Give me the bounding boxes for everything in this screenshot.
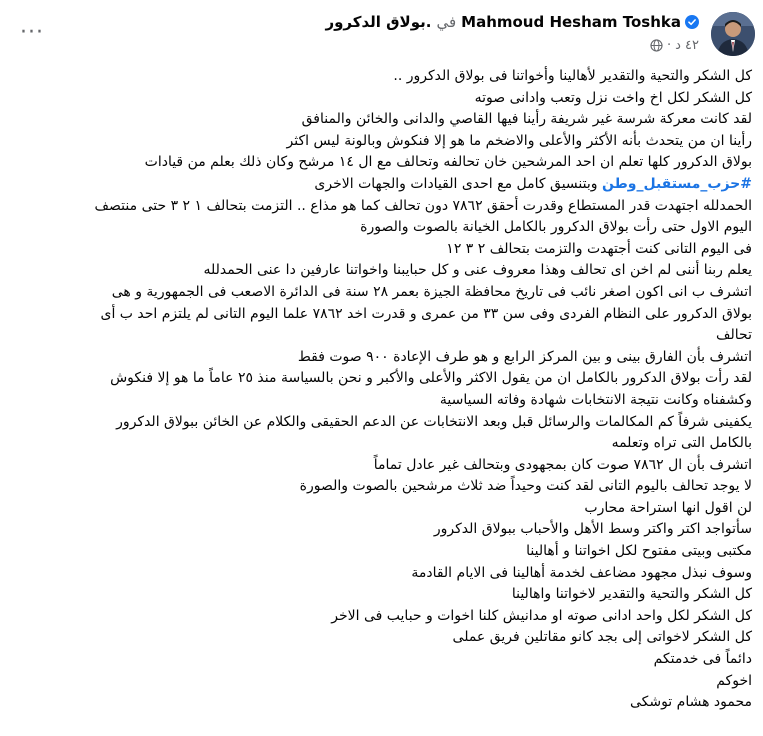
post-line: اليوم الاول حتى رأت بولاق الدكرور بالكامل الخيانة بالصوت والصورة [360,219,752,236]
post-line: تحالف [716,327,752,344]
post-line: لا يوجد تحالف باليوم التانى لقد كنت وحيداً ضد ثلاث مرشحين بالصوت والصورة [299,478,752,495]
post-title-line [325,12,699,32]
post-line: لقد رأت بولاق الدكرور بالكامل ان من يقول الاكثر والأعلى والأكبر و نحن بالسياسة منذ ٢٥ عاماً ما هو إلا فنكوش [110,370,752,387]
author-name-link[interactable]: Mahmoud Hesham Toshka [461,13,681,31]
post-line: لن اقول انها استراحة محارب [584,499,752,516]
post-line: سأتواجد اكتر واكتر وسط الأهل والأحباب ببولاق الدكرور [433,521,752,538]
post-header-text [325,12,699,53]
post-line: الحمدلله اجتهدت قدر المستطاع وقدرت أحقق ٧٨٦٢ دون تحالف كما هو مذاع .. التزمت بتحالف ١ ٢ ٣ حتى منتصف [94,197,752,214]
post-line: وكشفناه وكانت نتيجة الانتخابات شهادة وفاته السياسية [439,391,752,408]
post-line-with-hashtag [8,174,752,196]
post-line: بالكامل التى تراه وتعلمه [611,435,752,452]
post-line: بولاق الدكرور على النظام الفردى وفى سن ٣٣ من عمرى و قدرت اخد ٧٨٦٢ علما اليوم التانى لم يلتزم احد ب أى [100,305,752,322]
author-avatar[interactable] [711,12,755,56]
post-line: فى اليوم التانى كنت أجتهدت والتزمت بتحالف ٢ ٣ ١٢ [446,240,752,257]
post-line: رأينا ان من يتحدث بأنه الأكثر والأعلى والاضخم ما هو إلا فنكوش وبالونة ليس اكثر [286,132,752,149]
post-timestamp-link[interactable]: ٤٢ د [675,38,699,53]
meta-separator: · [666,38,672,53]
post-line: يعلم ربنا أننى لم اخن اى تحالف وهذا معروف عنى و كل حبايبنا واخواتنا عارفين دا عنى الحمدلله [203,262,752,279]
globe-icon[interactable] [650,39,663,52]
post-line: اتشرف ب انى اكون اصغر نائب فى تاريخ محافظة الجيزة بعمر ٢٨ سنة فى الدائرة الاصعب فى الجمهورية و هى [111,283,752,300]
post-line: اخوكم [716,672,752,689]
in-word: في [436,13,457,31]
location-link[interactable]: بولاق الدكرور. [325,13,432,31]
post-line: يكفينى شرفاً كم المكالمات والرسائل قبل وبعد الانتخابات عن الدعم الحقيقى والكلام عن الخائن ببولاق الدكرور [116,413,752,430]
post-line: كل الشكر والتحية والتقدير لاخواتنا واهالينا [511,586,752,603]
hashtag-link[interactable]: #حزب_مستقبل_وطن [601,175,752,192]
post-line: كل الشكر لكل اخ واخت نزل وتعب وادانى صوته [474,89,752,106]
post-meta [325,38,699,53]
post-line: كل الشكر لاخواتى إلى بجد كانو مقاتلين فريق عملى [452,629,752,646]
post-line: بولاق الدكرور كلها تعلم ان احد المرشحين خان تحالفه وتحالف مع ال ١٤ مرشح وكان ذلك بعلم من قيادات [144,154,752,171]
post-line: اتشرف بأن الفارق بينى و بين المركز الرابع و هو طرف الإعادة ٩٠٠ صوت فقط [297,348,752,365]
post-line: لقد كانت معركة شرسة غير شريفة رأينا فيها القاصي والدانى والخائن والمنافق [301,111,752,128]
post-line: محمود هشام توشكى [629,694,752,711]
post-line: كل الشكر والتحية والتقدير لأهالينا وأخواتنا فى بولاق الدكرور .. [393,68,752,84]
more-options-icon[interactable]: ··· [20,19,44,45]
post-line: وسوف نبذل مجهود مضاعف لخدمة أهالينا فى الايام القادمة [411,564,752,581]
post-body [8,66,752,714]
post-line: دائماً فى خدمتكم [653,651,752,668]
post-line-text: وبتنسيق كامل مع احدى القيادات والجهات الاخرى [314,175,602,192]
post-line: كل الشكر لكل واحد ادانى صوته او مدانيش كلنا اخوات و حبايب فى الاخر [331,607,752,624]
post-header [0,8,763,60]
verified-badge-icon [685,15,699,29]
post-line: مكتبى وبيتى مفتوح لكل اخواتنا و أهالينا [526,543,752,560]
post-line: اتشرف بأن ال ٧٨٦٢ صوت كان بمجهودى وبتحالف غير عادل تماماً [373,456,752,473]
